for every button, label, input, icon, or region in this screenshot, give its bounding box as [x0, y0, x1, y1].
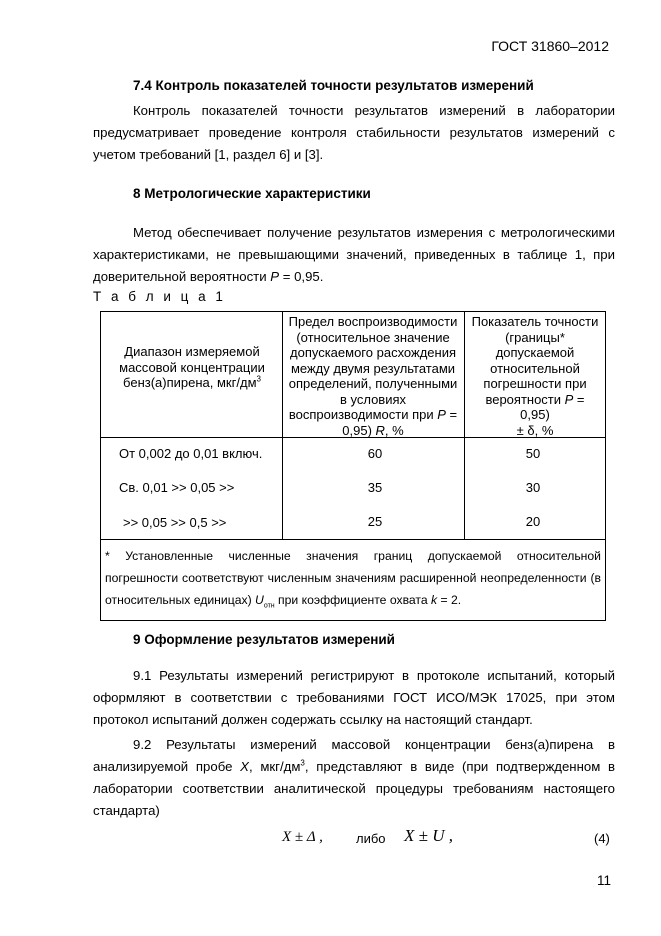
col3-header: Показатель точности (границы* допускаемой относительной погрешности при вероятности P = 0,95) ± δ, % [471, 314, 599, 438]
table-row-2-r: 35 [367, 480, 383, 495]
formula-left: X ± Δ , [282, 829, 323, 845]
table-footnote: * Установленные численные значения границ допускаемой относительной погрешности соответствуют численным значениям расширенной неопределенности (в относительных единицах) $U_{отн}$ при коэффициенте охвата k = 2. [105, 549, 601, 610]
table-row-3-range: >> 0,05 >> 0,5 >> [123, 515, 227, 530]
table-row-1-r: 60 [367, 446, 383, 461]
formula-or: либо [356, 831, 386, 846]
formula-number: (4) [594, 831, 610, 846]
section-8-title: 8 Метрологические характеристики [133, 186, 371, 201]
table-row-1-range: От 0,002 до 0,01 включ. [119, 446, 263, 461]
table-label: Т а б л и ц а 1 [93, 289, 226, 304]
section-9-1-text: 9.1 Результаты измерений регистрируют в протоколе испытаний, который оформляют в соответствии с требованиями ГОСТ ИСО/МЭК 17025, при этом протокол испытаний должен содержать ссылку на настоящий стандарт. [93, 668, 615, 727]
section-9-2-text: 9.2 Результаты измерений массовой концентрации бенз(а)пирена в анализируемой пробе X, мкг/$дм^3$, представляют в виде (при подтвержденном в лаборатории соответствии аналитической процедуры требованиям настоящего стандарта) [93, 737, 615, 818]
table-row-2-range: Св. 0,01 >> 0,05 >> [119, 480, 235, 495]
section-8-text: Метод обеспечивает получение результатов измерения с метрологическими характеристиками, не превышающими значений, приведенных в таблице 1, при доверительной вероятности P = 0,95. [93, 225, 615, 284]
document-id: ГОСТ 31860–2012 [491, 38, 609, 54]
page-number: 11 [597, 873, 612, 888]
section-9-title: 9 Оформление результатов измерений [133, 632, 395, 647]
table-1 [100, 311, 606, 621]
table-row-3-r: 25 [367, 514, 383, 529]
formula-right: X ± U , [404, 826, 453, 845]
section-7-4-text: Контроль показателей точности результатов измерений в лаборатории предусматривает проведение контроля стабильности результатов измерений с учетом требований [1, раздел 6] и [3]. [93, 103, 615, 162]
col2-header: Предел воспроизводимости (относительное значение допускаемого расхождения между двумя результатами определений, полученными в условиях воспроизводимости при P = 0,95) R, % [288, 314, 458, 438]
table-row-1-delta: 50 [525, 446, 541, 461]
table-row-2-delta: 30 [525, 480, 541, 495]
section-7-4-title: 7.4 Контроль показателей точности результатов измерений [133, 78, 534, 93]
table-row-3-delta: 20 [525, 514, 541, 529]
col1-header: Диапазон измеряемой массовой концентрации бенз(а)пирена, мкг/$дм^3$ [119, 344, 265, 390]
